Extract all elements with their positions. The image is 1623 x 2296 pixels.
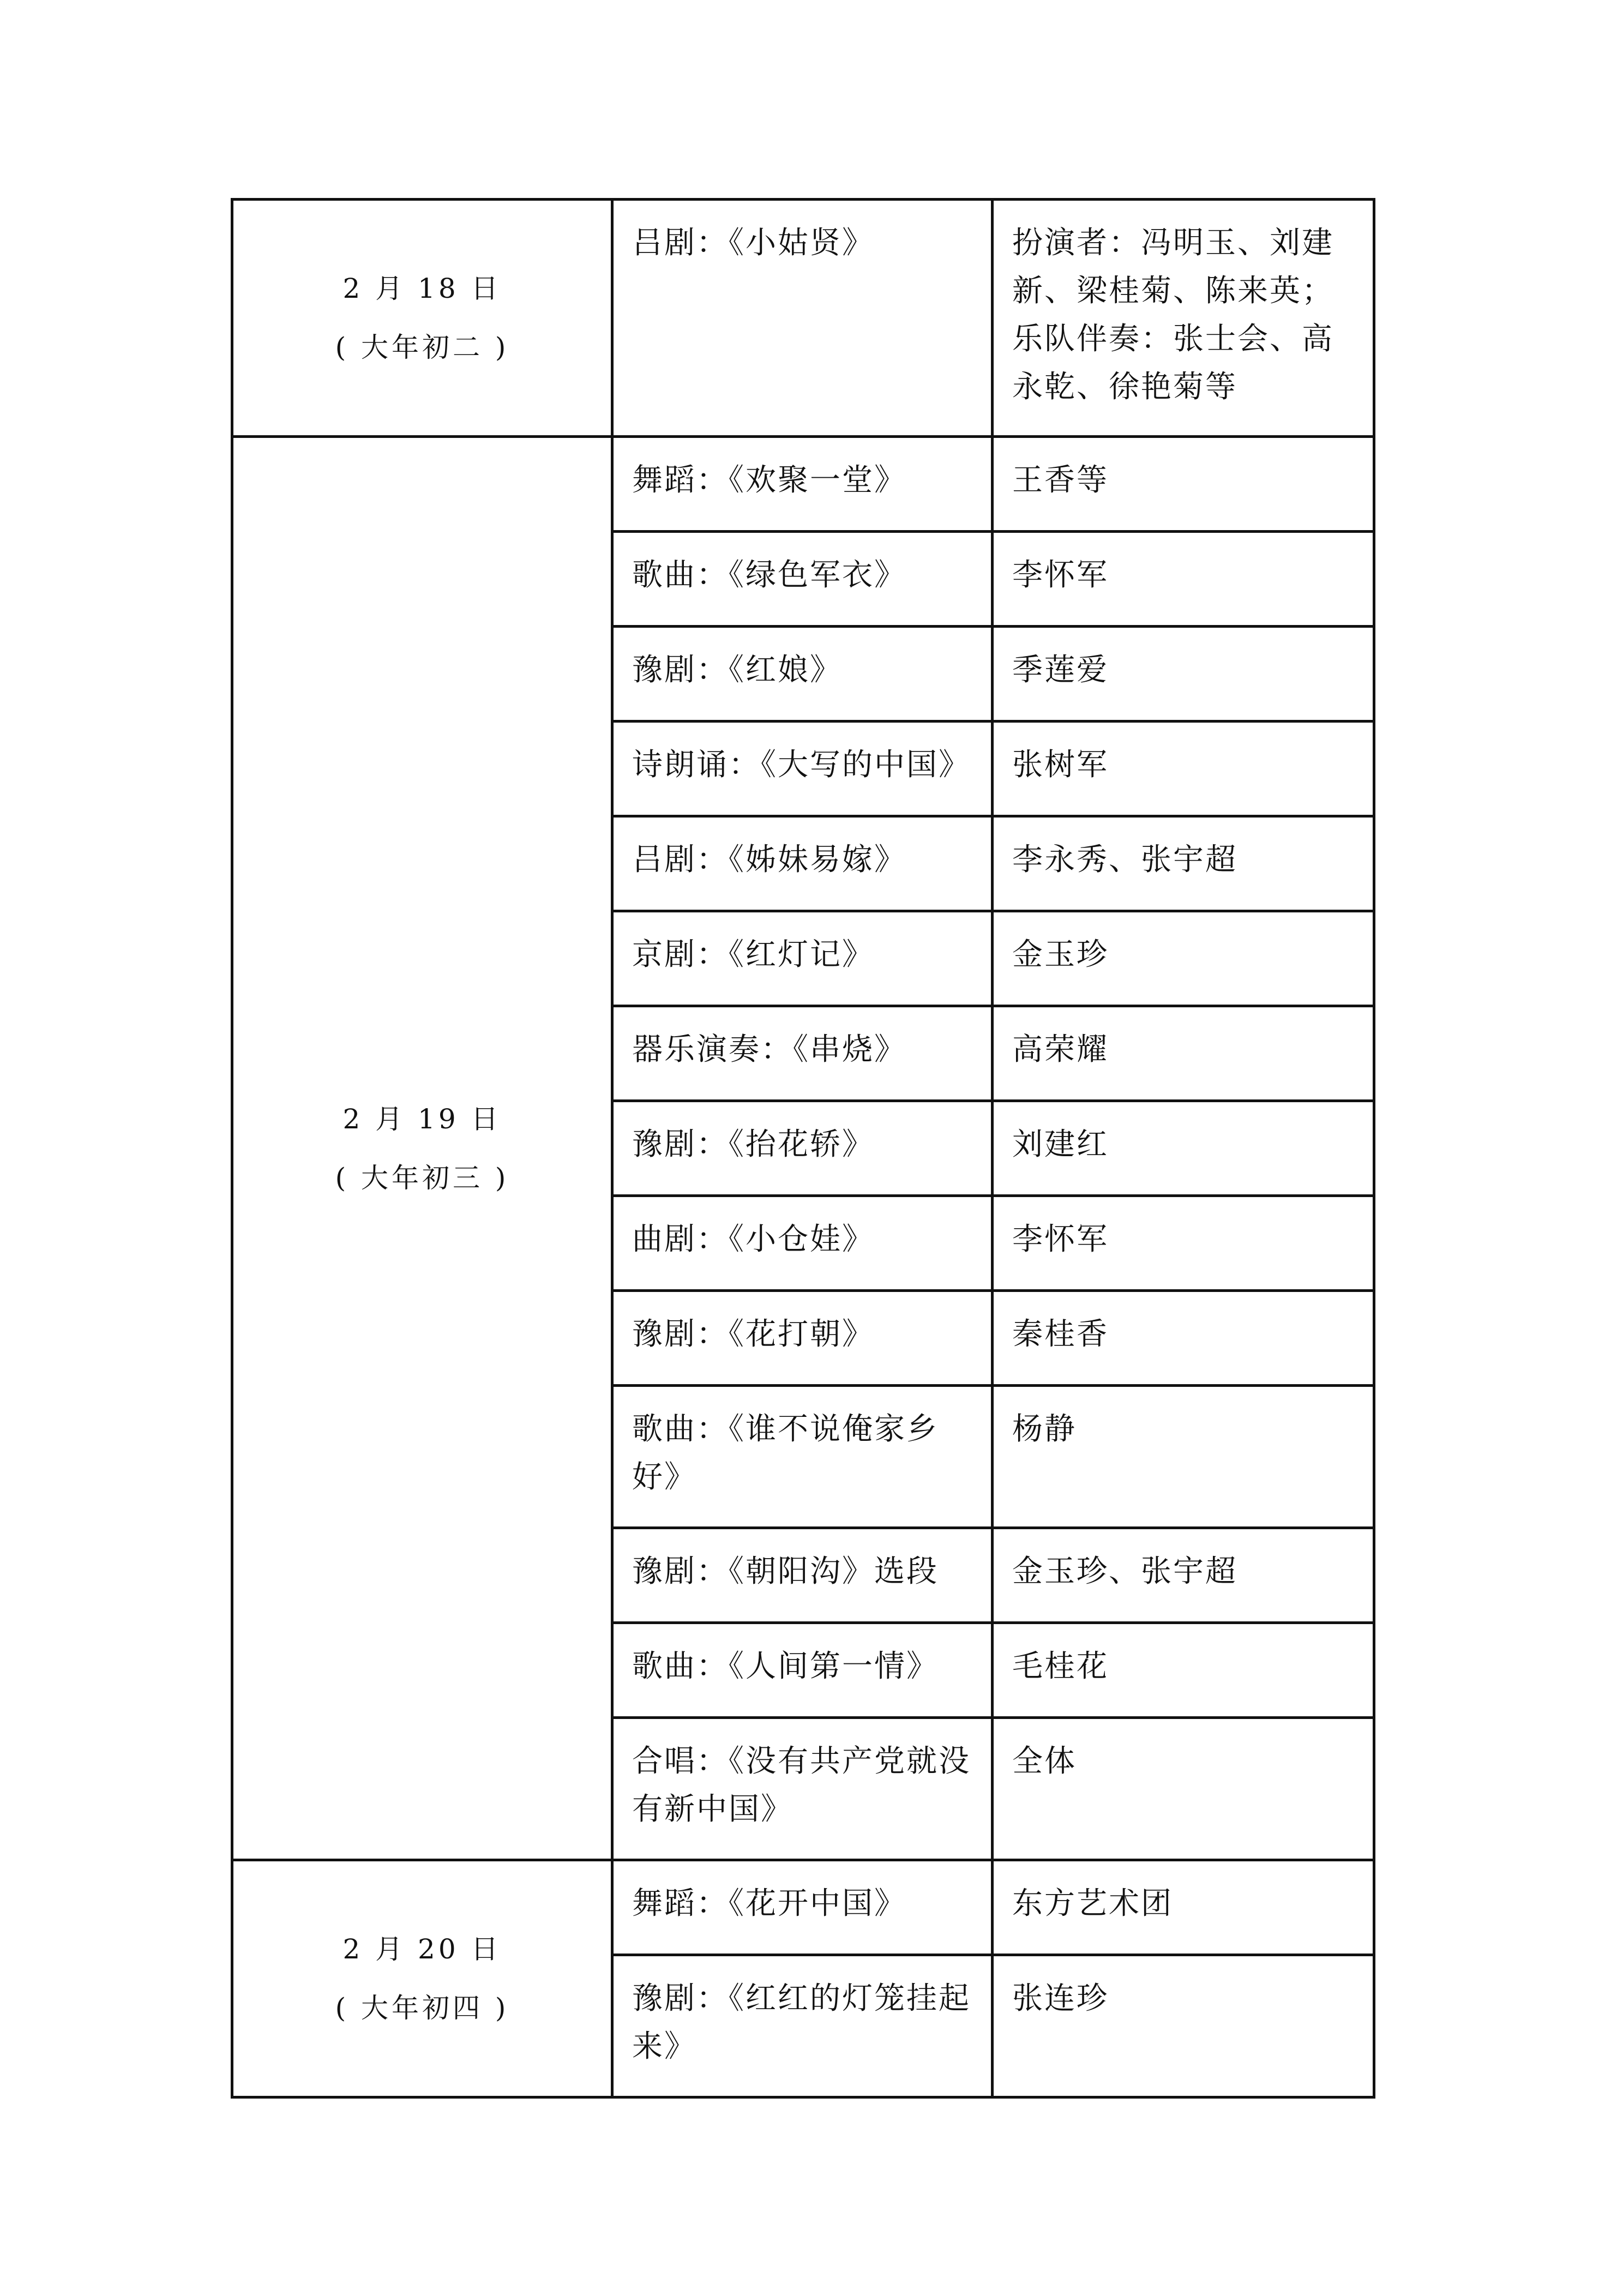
program-name: 豫剧：《花打朝》 (632, 1317, 874, 1352)
program-cell (612, 1291, 993, 1386)
date-cell (232, 437, 612, 1860)
program-cell (612, 1718, 993, 1860)
program-cell (612, 1196, 993, 1291)
date-label: 2 月 19 日 (342, 1103, 502, 1135)
program-name: 歌曲：《人间第一情》 (632, 1649, 939, 1684)
performer-cell (993, 1623, 1374, 1718)
performer-cell (993, 627, 1374, 722)
performer-names: 李永秀、张宇超 (1012, 842, 1237, 877)
performer-cell (993, 1955, 1374, 2097)
performer-names: 刘建红 (1012, 1127, 1109, 1162)
program-name: 京剧：《红灯记》 (632, 937, 874, 972)
performer-cell (993, 1006, 1374, 1101)
performer-names: 李怀军 (1012, 1222, 1109, 1257)
performer-names: 季莲爱 (1012, 652, 1109, 688)
program-name: 豫剧：《红红的灯笼挂起来》 (632, 1981, 971, 2064)
performer-cell (993, 1196, 1374, 1291)
program-cell (612, 1955, 993, 2097)
performer-names: 李怀军 (1012, 557, 1109, 593)
performer-names: 王香等 (1012, 462, 1109, 498)
performer-cell (993, 1386, 1374, 1528)
performer-cell (993, 816, 1374, 911)
schedule-table (231, 198, 1375, 2099)
performer-names: 高荣耀 (1012, 1032, 1109, 1067)
program-cell (612, 627, 993, 722)
performer-names: 秦桂香 (1012, 1317, 1109, 1352)
program-cell (612, 1528, 993, 1623)
performer-names: 张连珍 (1012, 1981, 1109, 2016)
performer-cell (993, 1101, 1374, 1196)
program-name: 豫剧：《朝阳沟》选段 (632, 1554, 939, 1589)
program-cell (612, 911, 993, 1006)
performer-cell (993, 437, 1374, 532)
program-cell (612, 532, 993, 627)
performer-names: 金玉珍 (1012, 937, 1109, 972)
program-name: 吕剧：《姊妹易嫁》 (632, 842, 906, 877)
performer-cell (993, 722, 1374, 816)
table-row (232, 1860, 1374, 1955)
program-cell (612, 1101, 993, 1196)
program-name: 诗朗诵：《大写的中国》 (632, 747, 971, 783)
performer-cell (993, 532, 1374, 627)
program-cell (612, 1006, 993, 1101)
program-cell (612, 1386, 993, 1528)
table-row (232, 437, 1374, 532)
program-name: 舞蹈：《花开中国》 (632, 1886, 906, 1921)
lunar-date-label: ( 大年初四 ) (335, 1992, 509, 2024)
performer-cell (993, 1860, 1374, 1955)
program-name: 豫剧：《抬花轿》 (632, 1127, 874, 1162)
performer-names: 毛桂花 (1012, 1649, 1109, 1684)
program-name: 曲剧：《小仓娃》 (632, 1222, 874, 1257)
program-name: 舞蹈：《欢聚一堂》 (632, 462, 906, 498)
program-cell (612, 722, 993, 816)
performer-names: 扮演者：冯明玉、刘建新、梁桂菊、陈来英；乐队伴奏：张士会、高永乾、徐艳菊等 (1012, 225, 1334, 405)
performer-names: 东方艺术团 (1012, 1886, 1173, 1921)
table-row (232, 200, 1374, 437)
performer-cell (993, 1718, 1374, 1860)
program-cell (612, 200, 993, 437)
program-name: 歌曲：《谁不说俺家乡好》 (632, 1411, 939, 1495)
performer-names: 金玉珍、张宇超 (1012, 1554, 1237, 1589)
performer-names: 张树军 (1012, 747, 1109, 783)
performer-cell (993, 1528, 1374, 1623)
date-label: 2 月 18 日 (342, 273, 502, 304)
schedule-table-body (232, 200, 1374, 2097)
program-name: 吕剧：《小姑贤》 (632, 225, 874, 261)
program-cell (612, 437, 993, 532)
program-name: 豫剧：《红娘》 (632, 652, 842, 688)
performer-cell (993, 200, 1374, 437)
performer-names: 全体 (1012, 1744, 1077, 1779)
lunar-date-label: ( 大年初三 ) (335, 1162, 509, 1194)
program-cell (612, 1860, 993, 1955)
program-name: 器乐演奏：《串烧》 (632, 1032, 906, 1067)
program-cell (612, 816, 993, 911)
date-cell (232, 1860, 612, 2097)
performer-cell (993, 1291, 1374, 1386)
program-name: 歌曲：《绿色军衣》 (632, 557, 906, 593)
program-cell (612, 1623, 993, 1718)
date-cell (232, 200, 612, 437)
program-name: 合唱：《没有共产党就没有新中国》 (632, 1744, 971, 1827)
date-label: 2 月 20 日 (342, 1933, 502, 1965)
performer-cell (993, 911, 1374, 1006)
performer-names: 杨静 (1012, 1411, 1077, 1447)
lunar-date-label: ( 大年初二 ) (335, 332, 509, 363)
